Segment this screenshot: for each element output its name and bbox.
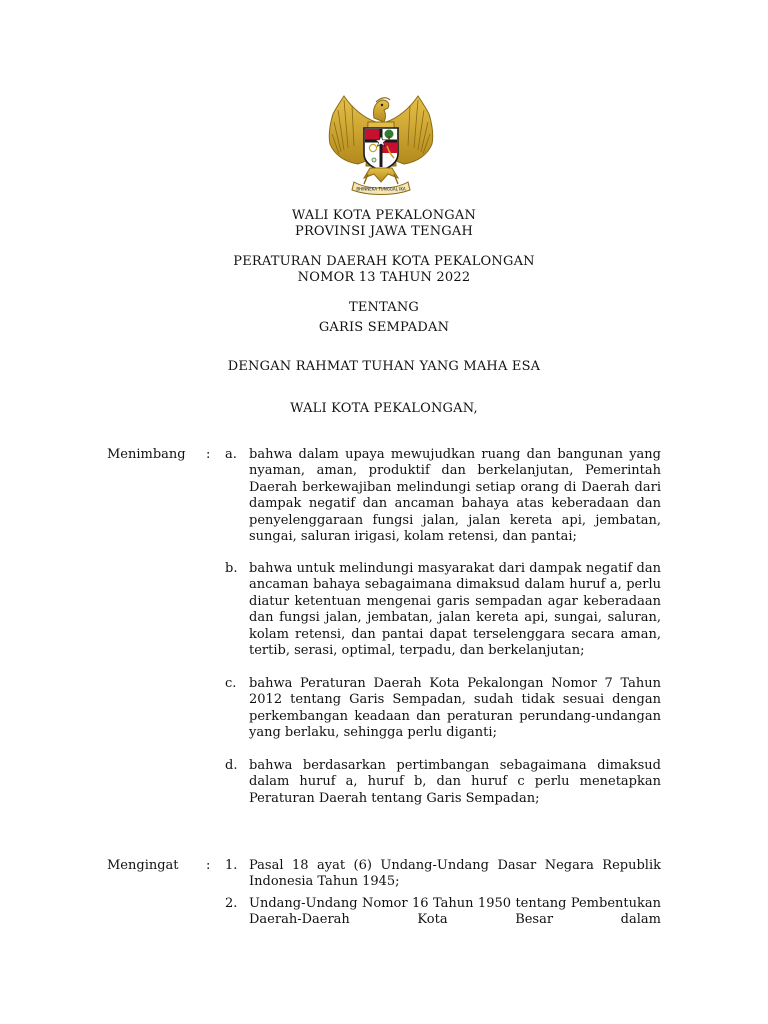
menimbang-marker-c: c. bbox=[225, 676, 237, 691]
menimbang-item-c: bahwa Peraturan Daerah Kota Pekalongan Nomor 7 Tahun 2012 tentang Garis Sempadan, sudah tidak sesuai dengan perkembangan keadaan dan peraturan perundang-undangan yang berlaku, sehingga perlu diganti; bbox=[249, 676, 661, 741]
enacting-authority: WALI KOTA PEKALONGAN, bbox=[290, 401, 478, 416]
regulation-title-line-1: PERATURAN DAERAH KOTA PEKALONGAN bbox=[233, 254, 535, 269]
mengingat-colon: : bbox=[206, 858, 211, 873]
menimbang-marker-a: a. bbox=[225, 447, 237, 462]
mengingat-item-1: Pasal 18 ayat (6) Undang-Undang Dasar Negara Republik Indonesia Tahun 1945; bbox=[249, 858, 661, 890]
menimbang-label: Menimbang bbox=[107, 447, 186, 462]
authority-line-1: WALI KOTA PEKALONGAN bbox=[291, 208, 477, 223]
garuda-emblem-icon bbox=[324, 88, 438, 196]
menimbang-item-a: bahwa dalam upaya mewujudkan ruang dan bangunan yang nyaman, aman, produktif dan berkelanjutan, Pemerintah Daerah berkewajiban melindungi setiap orang di Daerah dari dampak negatif dan ancaman bahaya atas keberadaan dan penyelenggaraan fungsi jalan, jalan kereta api, jembatan, sungai, saluran irigasi, kolam retensi, dan pantai; bbox=[249, 447, 661, 545]
invocation: DENGAN RAHMAT TUHAN YANG MAHA ESA bbox=[227, 359, 541, 374]
mengingat-item-2: Undang-Undang Nomor 16 Tahun 1950 tentang Pembentukan Daerah-Daerah Kota Besar dalam bbox=[249, 896, 661, 928]
regulation-subject: GARIS SEMPADAN bbox=[318, 320, 450, 335]
menimbang-item-b: bahwa untuk melindungi masyarakat dari dampak negatif dan ancaman bahaya sebagaimana dimaksud dalam huruf a, perlu diatur ketentuan mengenai garis sempadan agar keberadaan dan fungsi jalan, jembatan, jalan kereta api, sungai, saluran, kolam retensi, dan pantai dapat terselenggara secara aman, tertib, serasi, optimal, terpadu, dan berkelanjutan; bbox=[249, 561, 661, 659]
emblem-motto: BHINNEKA TUNGGAL IKA bbox=[356, 186, 406, 192]
about-label: TENTANG bbox=[348, 300, 420, 315]
menimbang-marker-d: d. bbox=[225, 758, 238, 773]
mengingat-label: Mengingat bbox=[107, 858, 179, 873]
menimbang-colon: : bbox=[206, 447, 211, 462]
mengingat-marker-2: 2. bbox=[225, 896, 238, 911]
menimbang-item-d: bahwa berdasarkan pertimbangan sebagaimana dimaksud dalam huruf a, huruf b, dan huruf c perlu menetapkan Peraturan Daerah tentang Garis Sempadan; bbox=[249, 758, 661, 806]
menimbang-marker-b: b. bbox=[225, 561, 238, 576]
mengingat-marker-1: 1. bbox=[225, 858, 238, 873]
regulation-number: NOMOR 13 TAHUN 2022 bbox=[297, 270, 471, 285]
authority-line-2: PROVINSI JAWA TENGAH bbox=[295, 224, 473, 239]
